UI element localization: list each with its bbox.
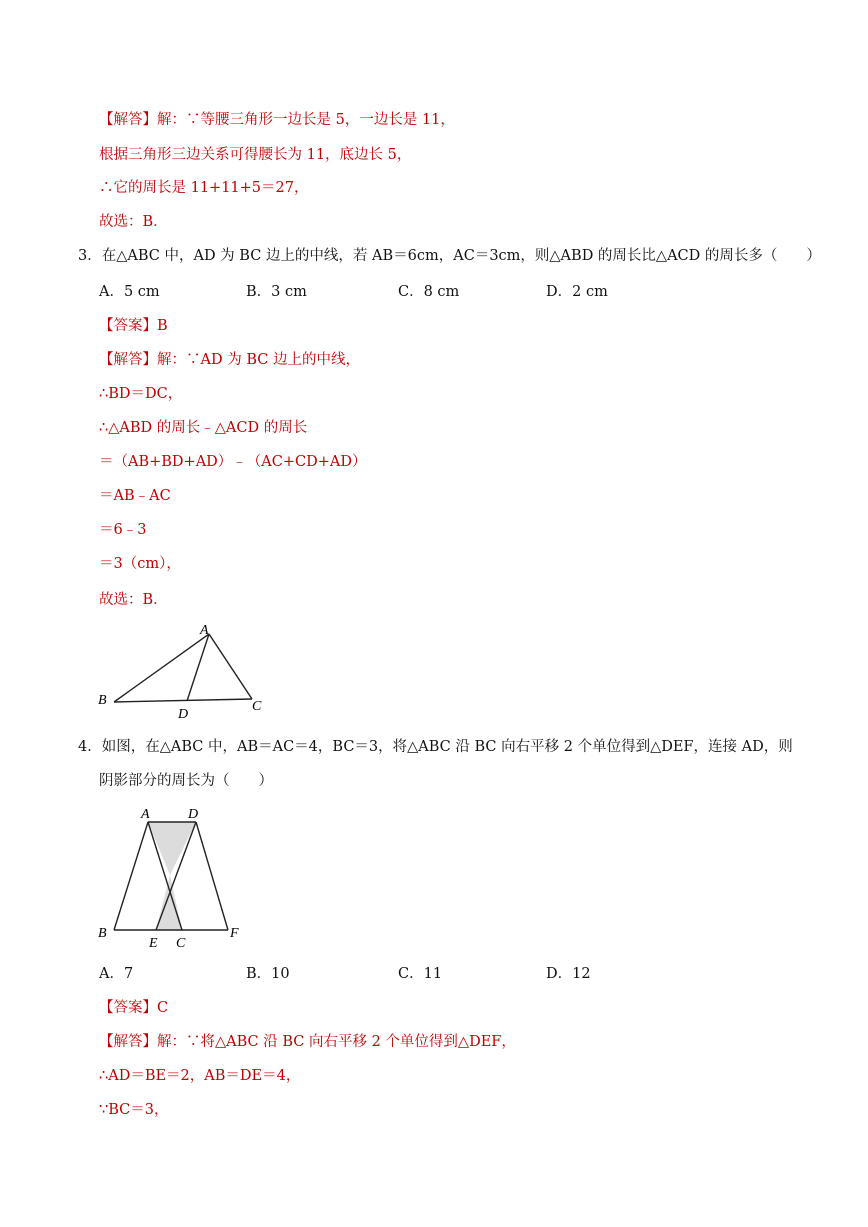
q4-label-d: D: [188, 807, 199, 822]
q4-label-b: B: [98, 926, 107, 941]
q4-translation-figure: [92, 800, 252, 952]
q3-triangle-lines: [114, 634, 252, 702]
q3-solution-line-7: ＝3（cm），: [99, 556, 181, 572]
q4-solution-line-1: 【解答】解：∵将△ABC 沿 BC 向右平移 2 个单位得到△DEF，: [99, 1034, 516, 1050]
q3-solution-line-8: 故选：B．: [99, 592, 168, 608]
q3-solution-line-1: 【解答】解：∵AD 为 BC 边上的中线，: [99, 352, 360, 368]
q4-label-e: E: [149, 936, 158, 951]
q4-shaded-top: [148, 822, 196, 875]
q3-solution-line-4: ＝（AB+BD+AD）﹣（AC+CD+AD）: [99, 454, 367, 470]
q4-answer: 【答案】C: [99, 1000, 169, 1016]
q3-option-c: C．8 cm: [398, 284, 460, 300]
q3-solution-line-6: ＝6﹣3: [99, 522, 147, 538]
q3-label-c: C: [252, 699, 262, 714]
q3-option-a: A．5 cm: [99, 284, 160, 300]
q4-option-a: A．7: [99, 966, 134, 982]
q3-solution-line-3: ∴△ABD 的周长﹣△ACD 的周长: [99, 420, 308, 436]
q3-label-d: D: [178, 707, 189, 722]
q4-label-a: A: [141, 807, 150, 822]
q3-label-a: A: [200, 623, 209, 638]
q2-solution-line-1: 【解答】解：∵等腰三角形一边长是 5，一边长是 11，: [99, 112, 455, 128]
q4-stem-line-1: 4．如图，在△ABC 中，AB＝AC＝4，BC＝3，将△ABC 沿 BC 向右平移 2 个单位得到△DEF，连接 AD，则: [78, 739, 793, 755]
q4-option-c: C．11: [398, 966, 443, 982]
q4-label-f: F: [230, 926, 239, 941]
q3-solution-line-5: ＝AB﹣AC: [99, 488, 171, 504]
q4-option-b: B．10: [246, 966, 290, 982]
q4-label-c: C: [176, 936, 186, 951]
q3-label-b: B: [98, 693, 107, 708]
q3-solution-line-2: ∴BD＝DC，: [99, 386, 183, 402]
q2-solution-line-4: 故选：B．: [99, 214, 168, 230]
q2-solution-line-3: ∴它的周长是 11+11+5＝27，: [99, 180, 309, 196]
q4-stem-line-2: 阴影部分的周长为（ ）: [99, 773, 273, 789]
q4-solution-line-3: ∵BC＝3，: [99, 1102, 169, 1118]
q3-answer: 【答案】B: [99, 318, 168, 334]
q2-solution-line-2: 根据三角形三边关系可得腰长为 11，底边长 5，: [99, 147, 412, 163]
q3-option-d: D．2 cm: [546, 284, 608, 300]
q3-stem: 3．在△ABC 中，AD 为 BC 边上的中线，若 AB＝6cm，AC＝3cm，则△ABD 的周长比△ACD 的周长多（ ）: [78, 248, 821, 264]
q3-option-b: B．3 cm: [246, 284, 307, 300]
q4-solution-line-2: ∴AD＝BE＝2，AB＝DE＝4，: [99, 1068, 301, 1084]
q3-triangle-figure: [92, 618, 282, 722]
q4-option-d: D．12: [546, 966, 591, 982]
q4-shaded-bottom: [156, 875, 182, 930]
